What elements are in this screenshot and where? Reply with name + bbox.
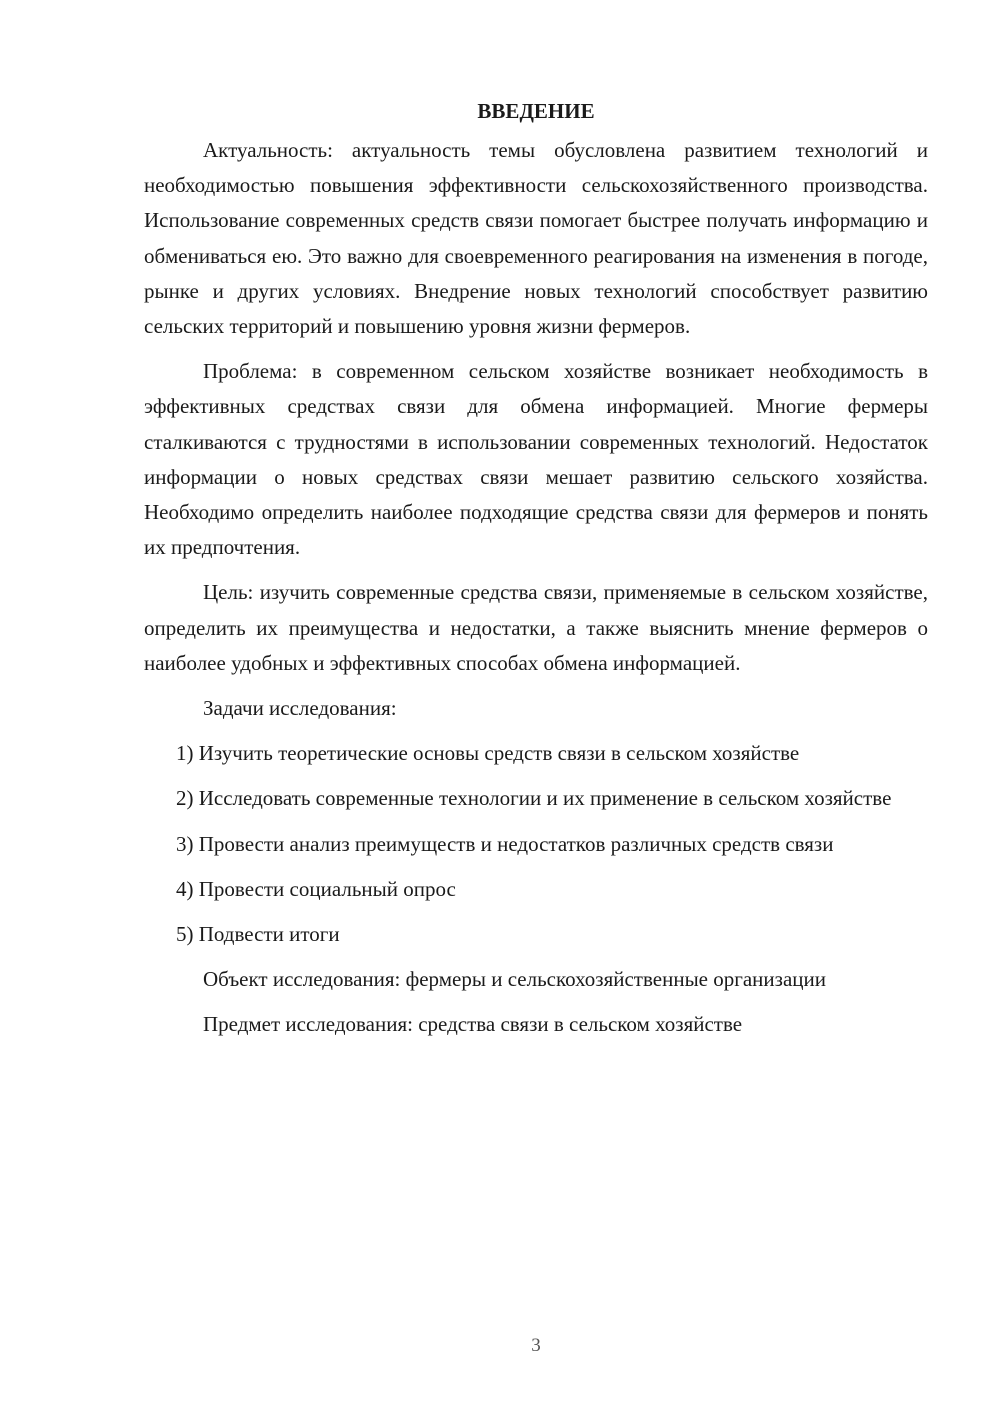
tasks-title: Задачи исследования:: [203, 696, 397, 721]
task-item-2: 2) Исследовать современные технологии и их применение в сельском хозяйстве: [176, 786, 892, 811]
task-item-1: 1) Изучить теоретические основы средств связи в сельском хозяйстве: [176, 741, 800, 766]
task-item-5: 5) Подвести итоги: [176, 922, 340, 947]
object-paragraph: Объект исследования: фермеры и сельскохозяйственные организации: [203, 967, 826, 992]
task-item-4: 4) Провести социальный опрос: [176, 876, 456, 901]
page-number: 3: [531, 1335, 541, 1356]
task-item-3: 3) Провести анализ преимуществ и недостатков различных средств связи: [176, 831, 834, 856]
goal-paragraph: Цель: изучить современные средства связи, применяемые в сельском хозяйстве, определить их преимущества и недостатки, а также выяснить мнение фермеров о наиболее удобных и эффективных способах обмена информацией.: [144, 580, 928, 675]
subject-paragraph: Предмет исследования: средства связи в сельском хозяйстве: [203, 1012, 743, 1037]
relevance-paragraph: Актуальность: актуальность темы обусловлена развитием технологий и необходимостью повышения эффективности сельскохозяйственного производства. Использование современных средств связи помогает быстрее получать информацию и обмениваться ею. Это важно для своевременного реагирования на изменения в погоде, рынке и других условиях. Внедрение новых технологий способствует развитию сельских территорий и повышению уровня жизни фермеров.: [144, 138, 928, 339]
section-heading: ВВЕДЕНИЕ: [477, 99, 595, 123]
document-page: [144, 94, 928, 1043]
problem-paragraph: Проблема: в современном сельском хозяйстве возникает необходимость в эффективных средствах связи для обмена информацией. Многие фермеры сталкиваются с трудностями в использовании современных технологий. Недостаток информации о новых средствах связи мешает развитию сельского хозяйства. Необходимо определить наиболее подходящие средства связи для фермеров и понять их предпочтения.: [144, 359, 928, 560]
